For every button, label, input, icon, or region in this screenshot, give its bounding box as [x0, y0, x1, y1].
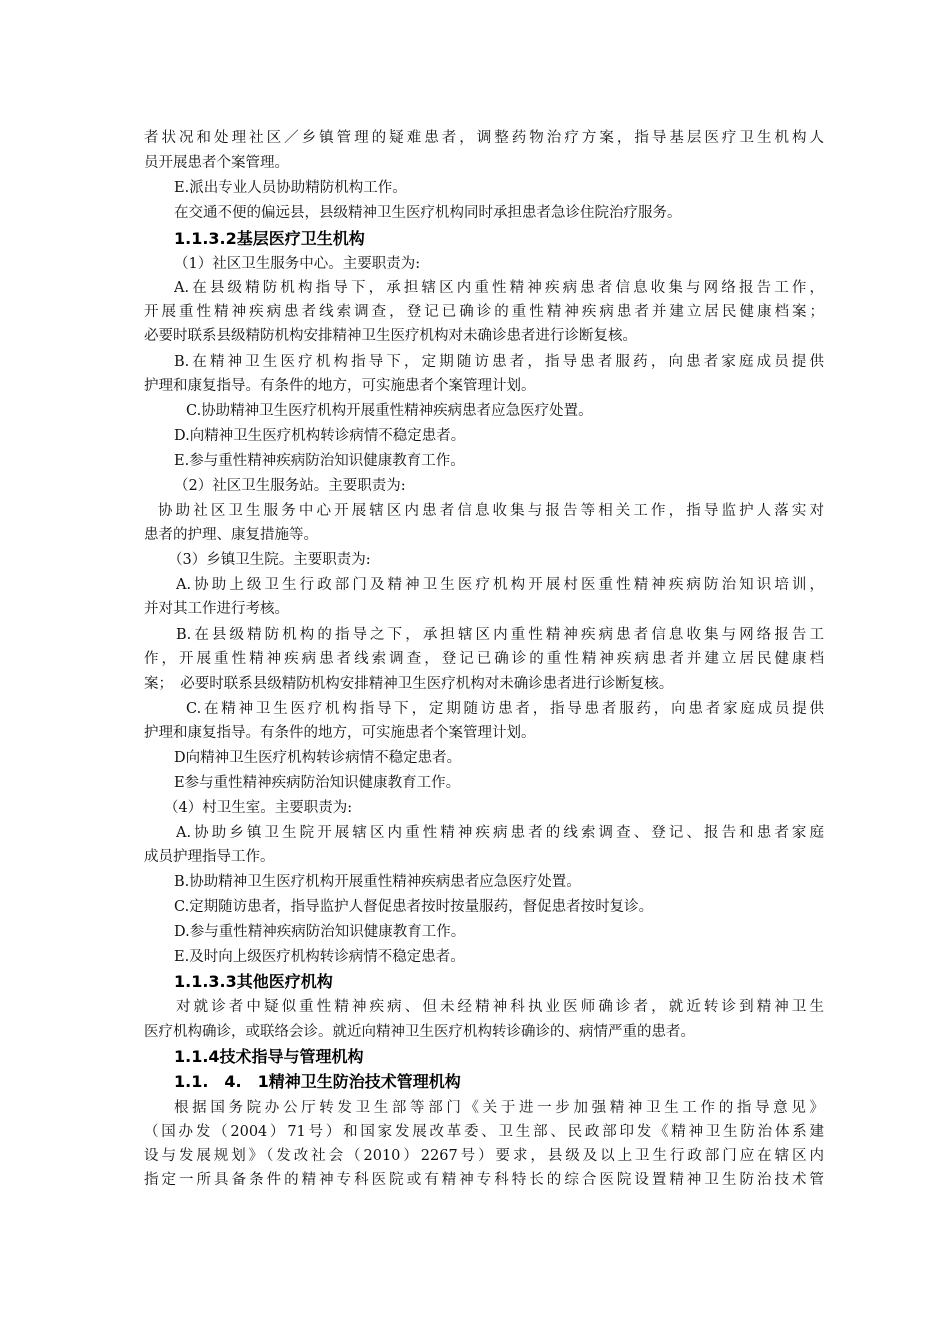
list-item: A.协助上级卫生行政部门及精神卫生医疗机构开展村医重性精神疾病防治知识培训，: [176, 577, 824, 593]
paragraph-line: 护理和康复指导。有条件的地方，可实施患者个案管理计划。: [144, 725, 536, 741]
paragraph-line: 协助社区卫生服务中心开展辖区内患者信息收集与报告等相关工作，指导监护人落实对: [158, 503, 824, 519]
list-item: B.在精神卫生医疗机构指导下，定期随访患者，指导患者服药，向患者家庭成员提供: [174, 354, 824, 370]
paragraph-line: 护理和康复指导。有条件的地方，可实施患者个案管理计划。: [144, 378, 536, 394]
paragraph-line: 设与发展规划》（发改社会（2010）2267号）要求，县级及以上卫生行政部门应在辖区内: [144, 1148, 824, 1164]
subsection-label: （4）村卫生室。主要职责为:: [164, 800, 353, 816]
paragraph-line: 指定一所具备条件的精神专科医院或有精神专科特长的综合医院设置精神卫生防治技术管: [144, 1172, 824, 1188]
list-item: E.派出专业人员协助精防机构工作。: [174, 180, 407, 196]
list-item: C.定期随访患者，指导监护人督促患者按时按量服药，督促患者按时复诊。: [174, 899, 654, 915]
paragraph-line: 作，开展重性精神疾病患者线索调查，登记已确诊的重性精神疾病患者并建立居民健康档: [144, 651, 824, 667]
paragraph-line: 并对其工作进行考核。: [144, 601, 289, 617]
section-heading: 1.1. 4. 1精神卫生防治技术管理机构: [174, 1072, 461, 1091]
paragraph-line: 员开展患者个案管理。: [144, 155, 289, 171]
paragraph-line: 医疗机构确诊，或联络会诊。就近向精神卫生医疗机构转诊确诊的、病情严重的患者。: [144, 1024, 695, 1040]
paragraph-line: 案； 必要时联系县级精防机构安排精神卫生医疗机构对未确诊患者进行诊断复核。: [144, 676, 674, 692]
list-item: A.在县级精防机构指导下，承担辖区内重性精神疾病患者信息收集与网络报告工作，: [174, 280, 824, 296]
list-item: A.协助乡镇卫生院开展辖区内重性精神疾病患者的线索调查、登记、报告和患者家庭: [176, 825, 824, 841]
list-item: E参与重性精神疾病防治知识健康教育工作。: [174, 775, 461, 791]
list-item: D向精神卫生医疗机构转诊病情不稳定患者。: [174, 750, 462, 766]
paragraph-line: 对就诊者中疑似重性精神疾病、但未经精神科执业医师确诊者，就近转诊到精神卫生: [176, 999, 824, 1015]
paragraph-line: 成员护理指导工作。: [144, 849, 275, 865]
paragraph-line: （国办发（2004）71号）和国家发展改革委、卫生部、民政部印发《精神卫生防治体系建: [144, 1124, 824, 1140]
list-item: D.向精神卫生医疗机构转诊病情不稳定患者。: [174, 428, 466, 444]
list-item: D.参与重性精神疾病防治知识健康教育工作。: [174, 924, 466, 940]
paragraph-line: 开展重性精神疾病患者线索调查，登记已确诊的重性精神疾病患者并建立居民健康档案；: [144, 304, 824, 320]
subsection-label: （2）社区卫生服务站。主要职责为:: [174, 478, 406, 494]
list-item: E.参与重性精神疾病防治知识健康教育工作。: [174, 453, 465, 469]
list-item: B.协助精神卫生医疗机构开展重性精神疾病患者应急医疗处置。: [174, 874, 581, 890]
section-heading: 1.1.3.3其他医疗机构: [174, 972, 333, 991]
paragraph-line: 者状况和处理社区／乡镇管理的疑难患者，调整药物治疗方案，指导基层医疗卫生机构人: [144, 130, 824, 146]
section-heading: 1.1.4技术指导与管理机构: [174, 1047, 364, 1066]
list-item: C.在精神卫生医疗机构指导下，定期随访患者，指导患者服药，向患者家庭成员提供: [186, 701, 824, 717]
section-heading: 1.1.3.2基层医疗卫生机构: [174, 229, 365, 248]
subsection-label: （1）社区卫生服务中心。主要职责为:: [174, 256, 421, 272]
paragraph-line: 必要时联系县级精防机构安排精神卫生医疗机构对未确诊患者进行诊断复核。: [144, 328, 637, 344]
list-item: B.在县级精防机构的指导之下，承担辖区内重性精神疾病患者信息收集与网络报告工: [176, 627, 824, 643]
list-item: C.协助精神卫生医疗机构开展重性精神疾病患者应急医疗处置。: [186, 403, 593, 419]
paragraph-line: 患者的护理、康复措施等。: [144, 527, 318, 543]
paragraph-line: 在交通不便的偏远县，县级精神卫生医疗机构同时承担患者急诊住院治疗服务。: [174, 205, 682, 221]
subsection-label: （3）乡镇卫生院。主要职责为:: [168, 552, 371, 568]
paragraph-line: 根据国务院办公厅转发卫生部等部门《关于进一步加强精神卫生工作的指导意见》: [174, 1100, 824, 1116]
list-item: E.及时向上级医疗机构转诊病情不稳定患者。: [174, 949, 465, 965]
